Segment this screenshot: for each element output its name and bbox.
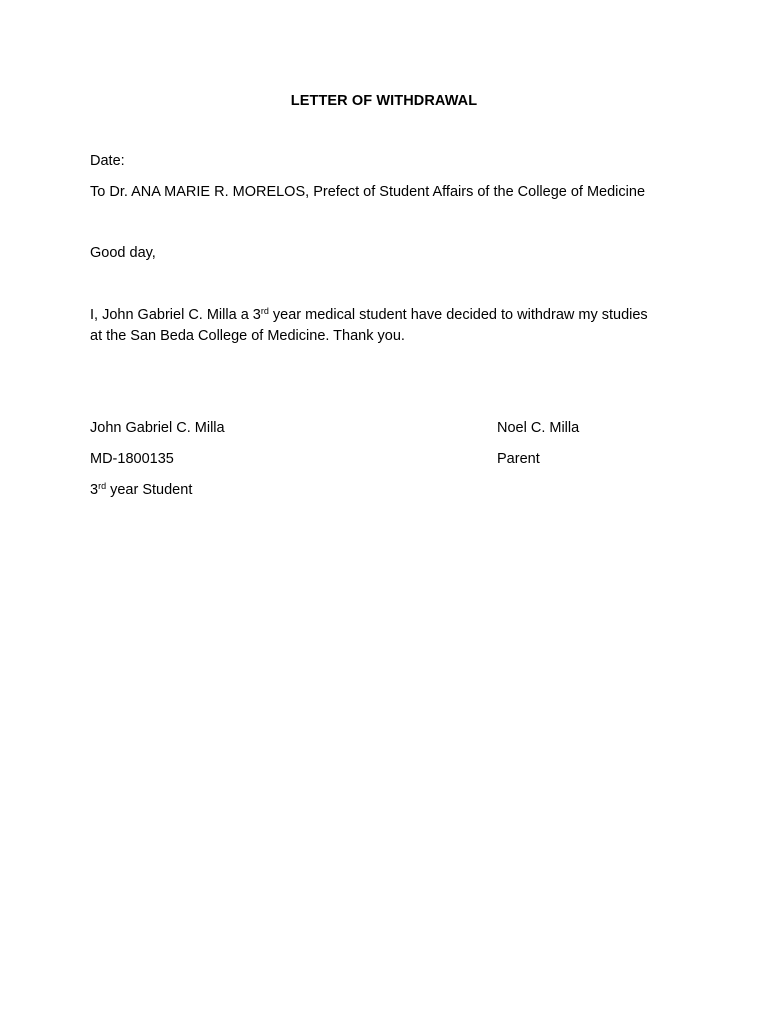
body-line-2: at the San Beda College of Medicine. Thank you. xyxy=(90,328,405,344)
student-year-suffix: rd xyxy=(98,481,107,491)
greeting: Good day, xyxy=(90,245,156,261)
body-text-part1: I, John Gabriel C. Milla a 3 xyxy=(90,307,261,323)
letter-body xyxy=(90,305,690,347)
date-label: Date: xyxy=(90,153,125,169)
student-year-rest: year Student xyxy=(106,482,193,498)
student-year xyxy=(90,480,192,500)
body-line-1 xyxy=(90,305,690,326)
parent-role: Parent xyxy=(497,451,540,467)
recipient-line: To Dr. ANA MARIE R. MORELOS, Prefect of Student Affairs of the College of Medicine xyxy=(90,184,646,200)
parent-name: Noel C. Milla xyxy=(497,420,580,436)
student-id: MD-1800135 xyxy=(90,451,174,467)
body-text-part2: year medical student have decided to withdraw my studies xyxy=(268,307,648,323)
body-ordinal-suffix: rd xyxy=(260,306,269,316)
student-year-number: 3 xyxy=(90,482,99,498)
letter-title: LETTER OF WITHDRAWAL xyxy=(290,93,478,109)
student-name: John Gabriel C. Milla xyxy=(90,420,225,436)
